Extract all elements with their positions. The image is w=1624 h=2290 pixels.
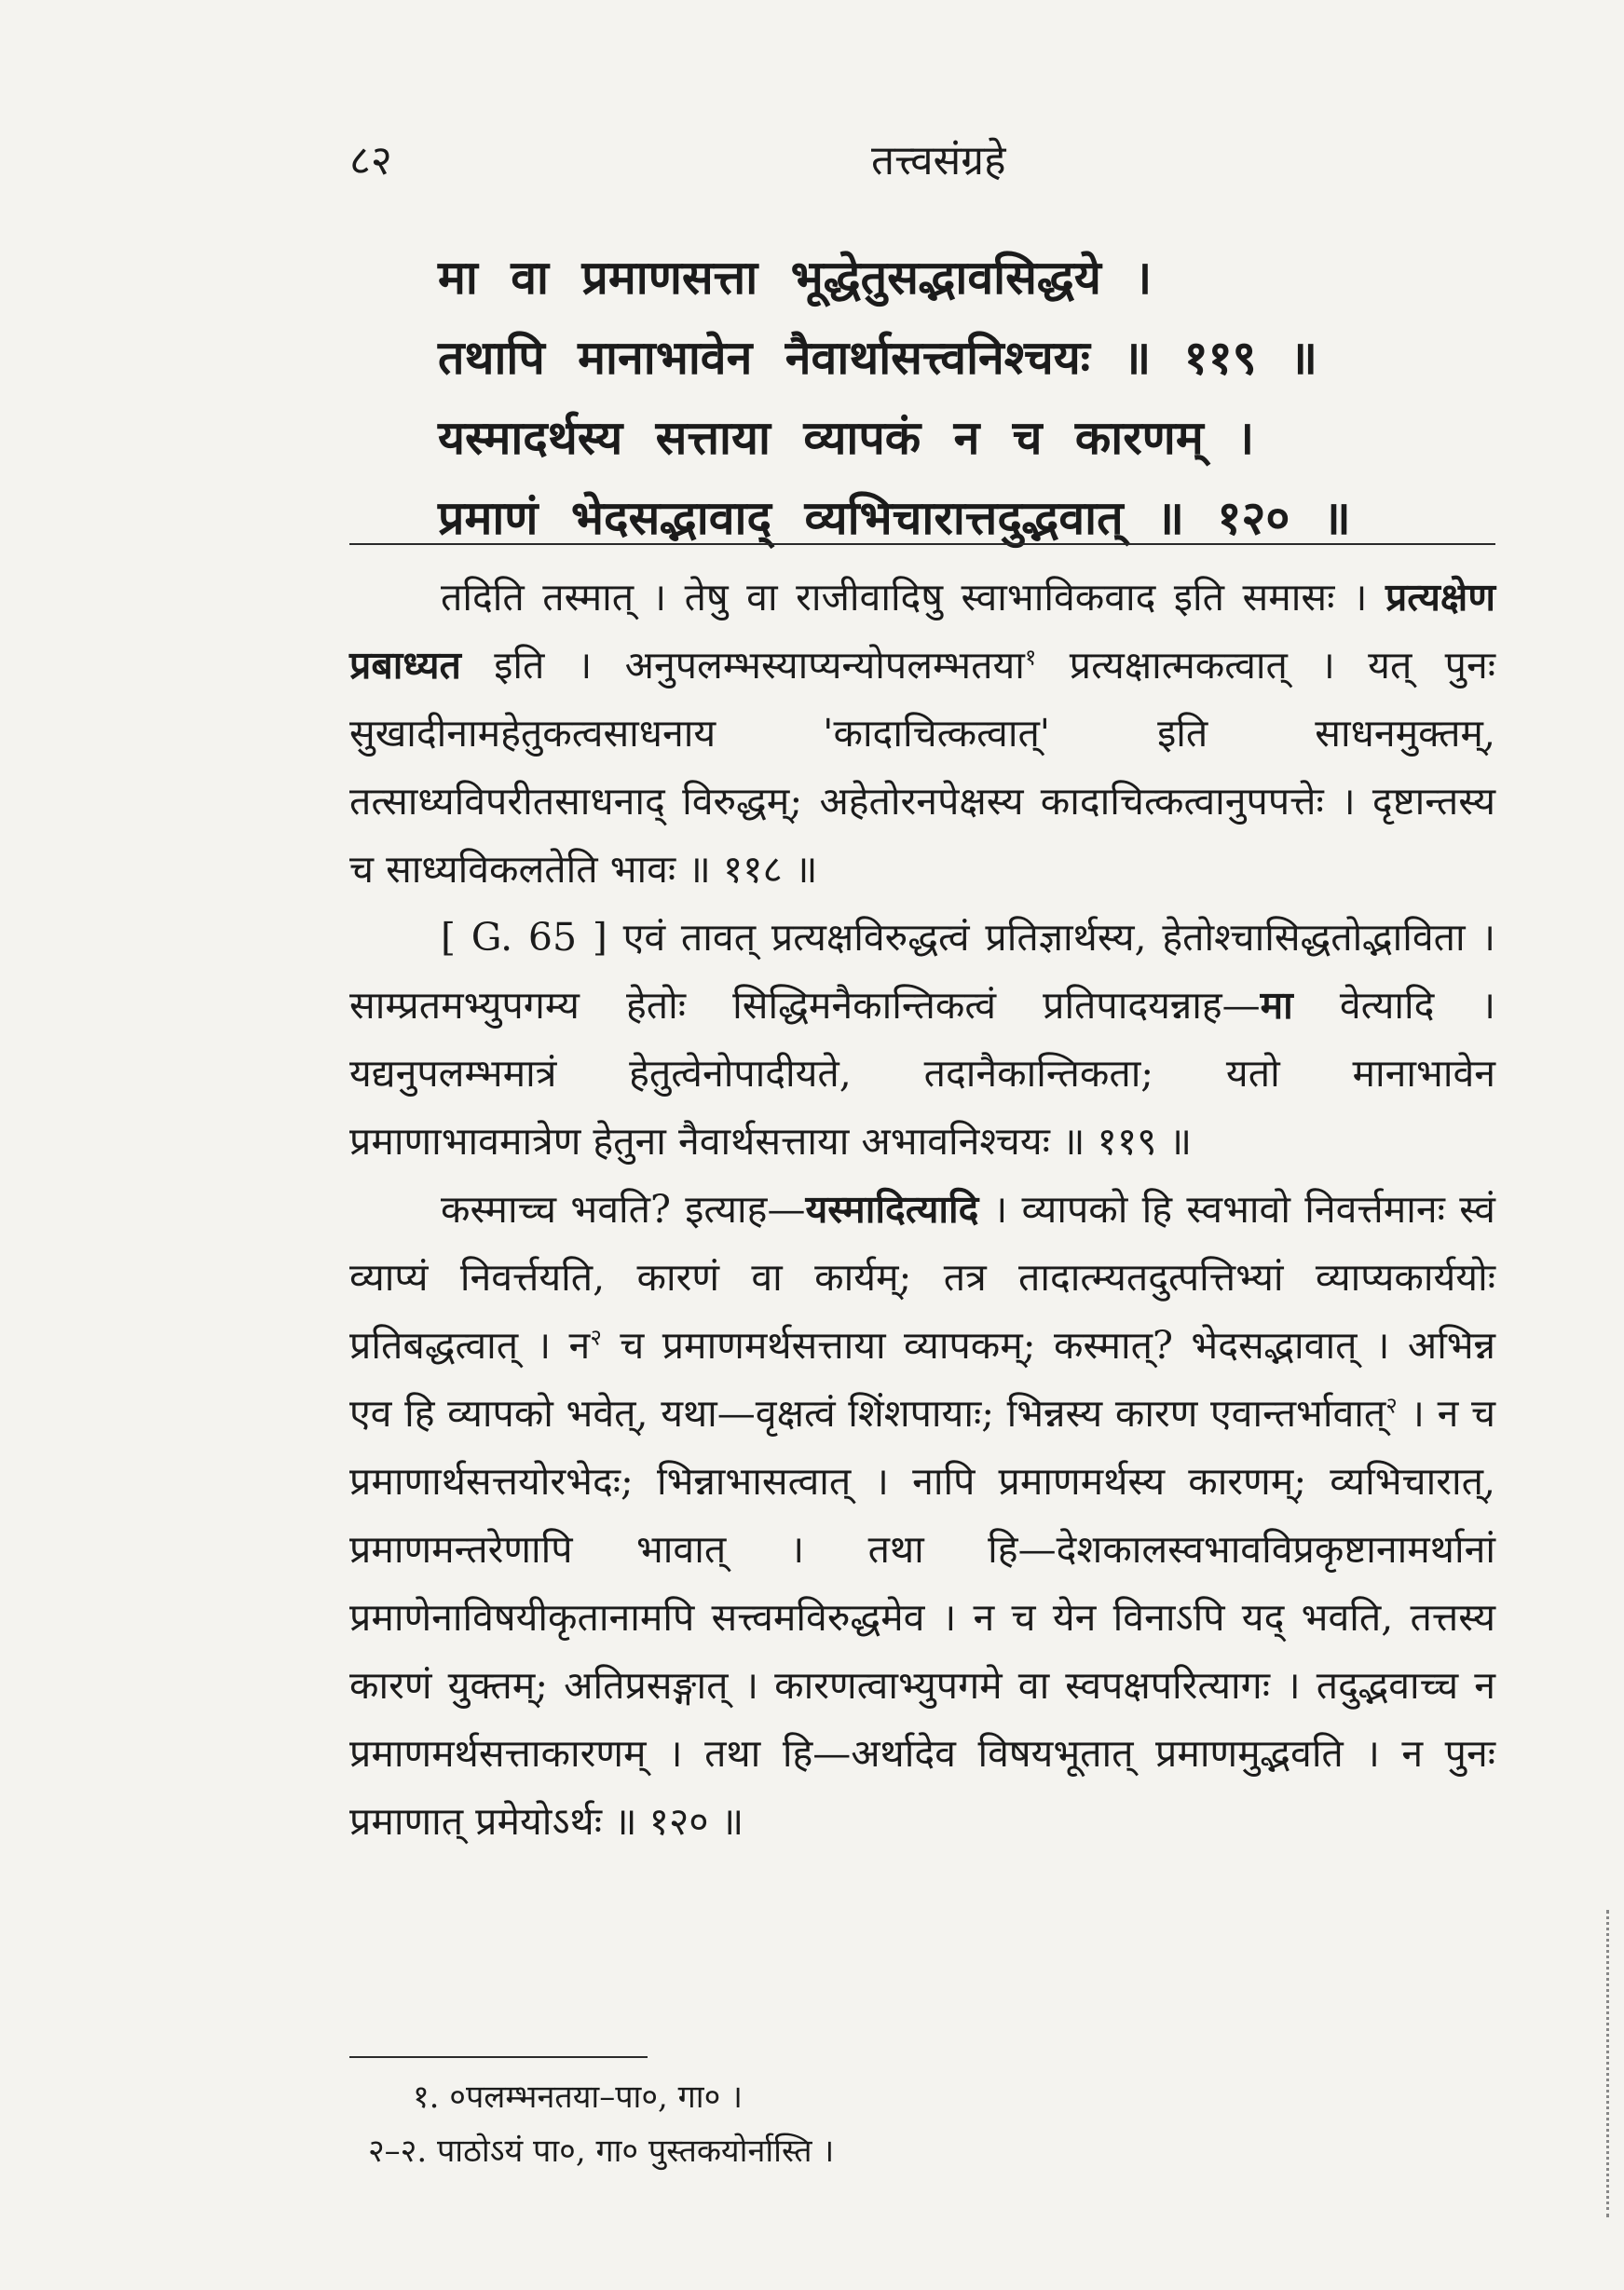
verse-line: प्रमाणं भेदसद्भावाद् व्यभिचारात्तदुद्भवात् ॥ १२० ॥ (438, 490, 1351, 545)
page-marker: [ G. 65 ] (441, 915, 607, 960)
footnote: १. ०पलम्भनतया–पा०, गा० । (413, 2079, 743, 2116)
verse-line: यस्मादर्थस्य सत्ताया व्यापकं न च कारणम् । (438, 410, 1255, 465)
footnote-ref: २ (1385, 1392, 1398, 1419)
commentary-body (349, 564, 1495, 1856)
lemma-text: मा (1260, 983, 1293, 1028)
commentary-paragraph-119 (349, 904, 1495, 1176)
commentary-paragraph-120 (349, 1176, 1495, 1856)
commentary-text: तदिति तस्मात् । तेषु वा राजीवादिषु स्वाभाविकवाद इति समासः । (441, 575, 1368, 620)
footnotes (349, 2070, 1495, 2178)
footnote: २–२. पाठोऽयं पा०, गा० पुस्तकयोर्नास्ति । (368, 2133, 835, 2170)
running-head (349, 130, 1495, 196)
lemma-text: यस्मादित्यादि (805, 1187, 979, 1232)
commentary-text: । व्यापको हि स्वभावो निवर्त्तमानः स्वं व्याप्यं निवर्त्तयति, कारणं वा कार्यम्; तत्र तादात्म्यतदुत्पत्तिभ्यां व्याप्यकार्ययोः प्रतिबद्धत्वात् । न (349, 1187, 1495, 1368)
commentary-text: । न च प्रमाणार्थसत्तयोरभेदः; भिन्नाभासत्वात् । नापि प्रमाणमर्थस्य कारणम्; व्यभिचारात्, प्रमाणमन्तरेणापि भावात् । तथा हि—देशकालस्वभावविप्रकृष्टानामर्थानां प्रमाणेनाविषयीकृतानामपि सत्त्वमविरुद्धमेव । न च येन विनाऽपि यद् भवति, तत्तस्य कारणं युक्तम्; अतिप्रसङ्गात् । कारणत्वाभ्युपगमे वा स्वपक्षपरित्यागः । तदुद्भवाच्च न प्रमाणमर्थसत्ताकारणम् । तथा हि—अर्थादेव विषयभूतात् प्रमाणमुद्भवति । न पुनः प्रमाणात् प्रमेयोऽर्थः ॥ १२० ॥ (349, 1391, 1495, 1844)
commentary-text: च प्रमाणमर्थसत्ताया व्यापकम्; कस्मात्? भेदसद्भावात् । अभिन्न एव हि व्यापको भवेत्, यथा—वृक्षत्वं शिंशपायाः; भिन्नस्य कारण एवान्तर्भावात् (349, 1323, 1495, 1436)
commentary-text: वेत्यादि । यद्यनुपलम्भमात्रं हेतुत्वेनोपादीयते, तदानैकान्तिकता; यतो मानाभावेन प्रमाणाभावमात्रेण हेतुना नैवार्थसत्ताया अभावनिश्चयः ॥ ११९ ॥ (349, 983, 1495, 1164)
verse-block (438, 238, 1491, 558)
commentary-text: इति । अनुपलम्भस्याप्यन्योपलम्भतया (494, 643, 1025, 688)
scan-edge-mark (1606, 1910, 1613, 2217)
lemma-text: प्रत्यक्षेण प्रबाध्यत (349, 575, 1495, 688)
running-title: तत्त्वसंग्रहे (871, 137, 1006, 184)
verse-line: मा वा प्रमाणसत्ता भूद्धेतुसद्भावसिद्धये । (438, 250, 1153, 305)
commentary-text: प्रत्यक्षात्मकत्वात् । यत् पुनः सुखादीनामहेतुकत्वसाधनाय 'कादाचित्कत्वात्' इति साधनमुक्तम्, तत्साध्यविपरीतसाधनाद् विरुद्धम्; अहेतोरनपेक्षस्य कादाचित्कत्वानुपपत्तेः । दृष्टान्तस्य च साध्यविकलतेति भावः ॥ ११८ ॥ (349, 643, 1495, 892)
footnote-divider-rule (349, 2056, 648, 2058)
verse-divider-rule (349, 543, 1495, 545)
commentary-text: एवं तावत् प्रत्यक्षविरुद्धत्वं प्रतिज्ञार्थस्य, हेतोश्चासिद्धतोद्भाविता । साम्प्रतमभ्युपगम्य हेतोः सिद्धिमनैकान्तिकत्वं प्रतिपादयन्नाह— (349, 915, 1495, 1028)
page-number: ८२ (349, 137, 392, 184)
footnote-ref: २ (590, 1324, 602, 1351)
commentary-paragraph-118 (349, 564, 1495, 904)
commentary-text: कस्माच्च भवति? इत्याह— (441, 1187, 806, 1232)
verse-line: तथापि मानाभावेन नैवार्थासत्त्वनिश्चयः ॥ ११९ ॥ (438, 330, 1317, 385)
footnote-ref: १ (1024, 644, 1037, 671)
